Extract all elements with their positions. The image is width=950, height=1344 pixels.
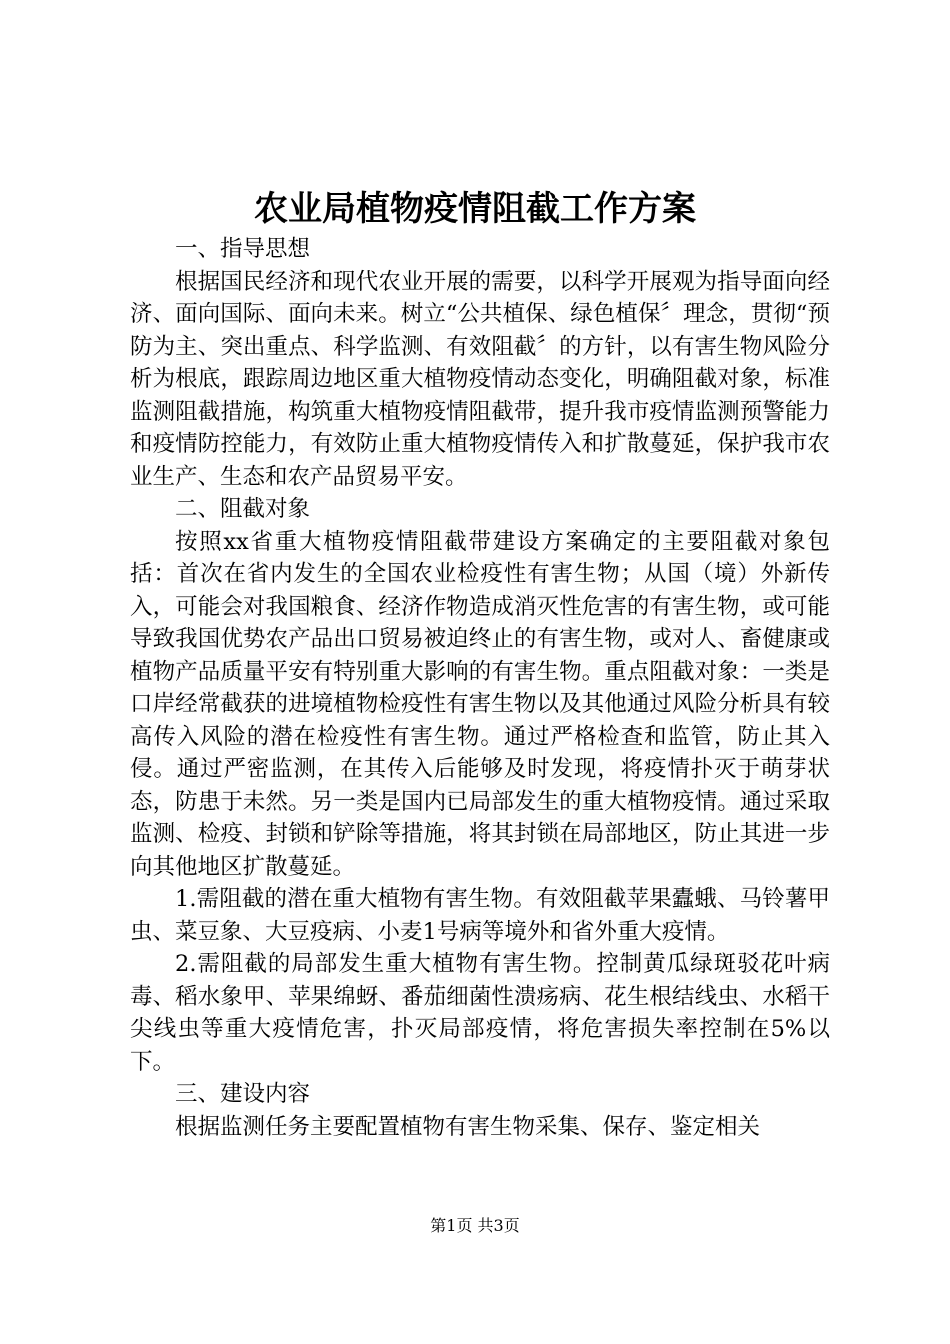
paragraph-construction-content: 根据监测任务主要配置植物有害生物采集、保存、鉴定相关: [175, 1113, 761, 1140]
document-body: [130, 233, 830, 1143]
document-title: 农业局植物疫情阻截工作方案: [254, 189, 696, 229]
paragraph-local-pests: 2.需阻截的局部发生重大植物有害生物。控制黄瓜绿斑驳花叶病毒、稻水象甲、苹果绵蚜、番茄细菌性溃疡病、花生根结线虫、水稻干尖线虫等重大疫情危害，扑灭局部疫情，将危害损失率控制在5%以下。: [130, 951, 830, 1075]
section-heading-construction-content: 三、建设内容: [175, 1081, 311, 1107]
paragraph-guiding-ideology: 根据国民经济和现代农业开展的需要，以科学开展观为指导面向经济、面向国际、面向未来。树立“公共植保、绿色植保〞理念，贯彻“预防为主、突出重点、科学监测、有效阻截〞的方针，以有害生物风险分析为根底，跟踪周边地区重大植物疫情动态变化，明确阻截对象，标准监测阻截措施，构筑重大植物疫情阻截带，提升我市疫情监测预警能力和疫情防控能力，有效防止重大植物疫情传入和扩散蔓延，保护我市农业生产、生态和农产品贸易平安。: [130, 268, 830, 490]
paragraph-potential-pests: 1.需阻截的潜在重大植物有害生物。有效阻截苹果蠹蛾、马铃薯甲虫、菜豆象、大豆疫病、小麦1号病等境外和省外重大疫情。: [130, 886, 830, 945]
section-heading-guiding-ideology: 一、指导思想: [175, 236, 311, 262]
page-number-footer: 第1页 共3页: [430, 1216, 520, 1235]
paragraph-interception-targets: 按照xx省重大植物疫情阻截带建设方案确定的主要阻截对象包括：首次在省内发生的全国农业检疫性有害生物；从国（境）外新传入，可能会对我国粮食、经济作物造成消灭性危害的有害生物，或可能导致我国优势农产品出口贸易被迫终止的有害生物，或对人、畜健康或植物产品质量平安有特别重大影响的有害生物。重点阻截对象：一类是口岸经常截获的进境植物检疫性有害生物以及其他通过风险分析具有较高传入风险的潜在检疫性有害生物。通过严格检查和监管，防止其入侵。通过严密监测，在其传入后能够及时发现，将疫情扑灭于萌芽状态，防患于未然。另一类是国内已局部发生的重大植物疫情。通过采取监测、检疫、封锁和铲除等措施，将其封锁在局部地区，防止其进一步向其他地区扩散蔓延。: [130, 528, 830, 880]
section-heading-interception-targets: 二、阻截对象: [175, 496, 311, 522]
